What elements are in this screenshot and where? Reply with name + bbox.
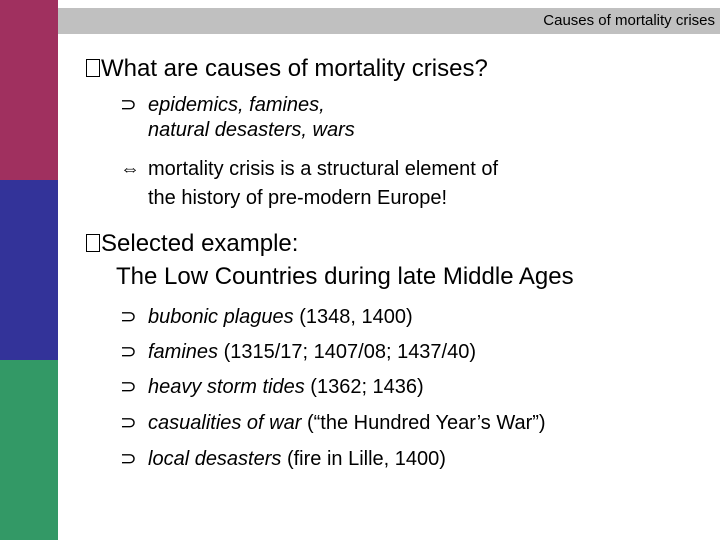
example-heading: Selected example: bbox=[101, 230, 299, 257]
equivalence-arrow-icon: ⇔ bbox=[120, 158, 140, 180]
implies-arrow-icon: ⊃ bbox=[120, 376, 137, 398]
left-bar-top bbox=[0, 0, 58, 180]
list-item bbox=[120, 339, 476, 364]
list-item-text: epidemics, famines, bbox=[148, 94, 325, 116]
implies-arrow-icon: ⊃ bbox=[120, 448, 137, 470]
left-bar-middle bbox=[0, 180, 58, 360]
square-bullet-icon bbox=[86, 234, 100, 252]
list-item bbox=[120, 446, 446, 471]
list-item-text: the history of pre-modern Europe! bbox=[148, 187, 448, 209]
slide-header bbox=[58, 8, 720, 34]
list-item bbox=[120, 304, 413, 329]
list-item-text: (“the Hundred Year’s War”) bbox=[301, 412, 546, 434]
left-bar-bottom bbox=[0, 360, 58, 540]
list-item-emphasis: famines bbox=[148, 341, 219, 363]
list-item-text: natural desasters, wars bbox=[148, 119, 355, 141]
list-item-text: (1348, 1400) bbox=[293, 306, 413, 328]
list-item bbox=[120, 374, 424, 399]
implies-arrow-icon: ⊃ bbox=[120, 94, 137, 116]
implies-arrow-icon: ⊃ bbox=[120, 306, 137, 328]
implies-arrow-icon: ⊃ bbox=[120, 412, 137, 434]
list-item-text: (fire in Lille, 1400) bbox=[281, 448, 446, 470]
list-item-text: (1315/17; 1407/08; 1437/40) bbox=[218, 341, 477, 363]
implies-arrow-icon: ⊃ bbox=[120, 341, 137, 363]
list-item-continuation bbox=[148, 119, 355, 142]
list-item bbox=[120, 410, 546, 435]
square-bullet-icon bbox=[86, 59, 100, 77]
list-item-emphasis: local desasters bbox=[148, 448, 282, 470]
list-item-continuation bbox=[148, 187, 447, 210]
slide-title: Causes of mortality crises bbox=[543, 12, 715, 29]
list-item bbox=[120, 158, 498, 181]
list-item-text: (1362; 1436) bbox=[304, 376, 424, 398]
question-1: What are causes of mortality crises? bbox=[101, 55, 488, 82]
example-subheading: The Low Countries during late Middle Ages bbox=[116, 263, 574, 290]
list-item-text: mortality crisis is a structural element of bbox=[148, 158, 499, 180]
list-item bbox=[120, 92, 325, 117]
list-item-emphasis: bubonic plagues bbox=[148, 306, 294, 328]
list-item-emphasis: casualities of war bbox=[148, 412, 302, 434]
list-item-emphasis: heavy storm tides bbox=[148, 376, 305, 398]
